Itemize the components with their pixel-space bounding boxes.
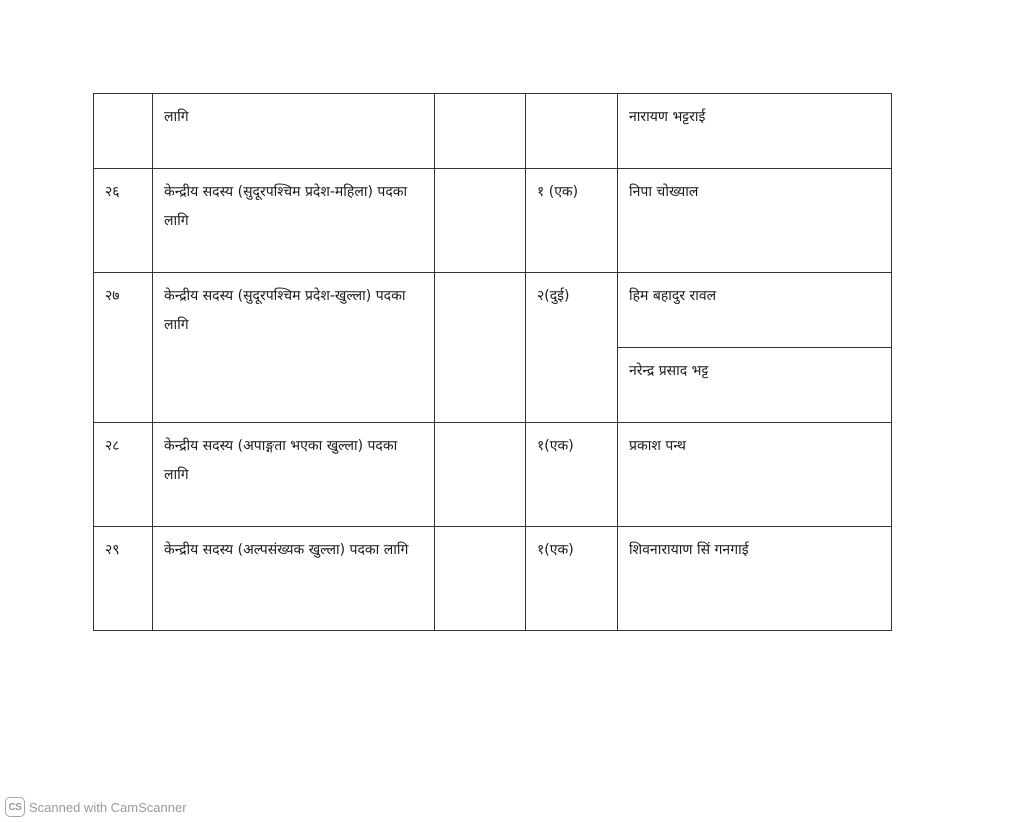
camscanner-logo-icon: CS [5, 797, 25, 817]
post-cell: केन्द्रीय सदस्य (सुदूरपश्चिम प्रदेश-खुल्ला) पदका लागि [153, 273, 435, 423]
seat-count-cell: २(दुई) [526, 273, 618, 423]
serial-number-cell: २६ [94, 169, 153, 273]
serial-number-cell: २८ [94, 423, 153, 527]
blank-cell [435, 527, 526, 631]
candidate-name-cell: नारायण भट्टराई [618, 94, 892, 169]
candidate-name-cell: शिवनारायाण सिं गनगाई [618, 527, 892, 631]
post-cell: केन्द्रीय सदस्य (सुदूरपश्चिम प्रदेश-महिला) पदका लागि [153, 169, 435, 273]
camscanner-watermark [5, 796, 187, 818]
post-cell: केन्द्रीय सदस्य (अपाङ्गता भएका खुल्ला) पदका लागि [153, 423, 435, 527]
blank-cell [435, 169, 526, 273]
seat-count-cell [526, 94, 618, 169]
serial-number-cell: २९ [94, 527, 153, 631]
table-row [94, 423, 892, 527]
serial-number-cell [94, 94, 153, 169]
watermark-text: Scanned with CamScanner [29, 799, 187, 815]
post-cell: लागि [153, 94, 435, 169]
blank-cell [435, 273, 526, 423]
seat-count-cell: १(एक) [526, 527, 618, 631]
candidate-name-cell: हिम बहादुर रावल [618, 273, 892, 348]
serial-number-cell: २७ [94, 273, 153, 423]
table-row [94, 94, 892, 169]
candidate-name-cell: निपा चोख्याल [618, 169, 892, 273]
candidate-table [93, 93, 892, 631]
candidate-name-cell: नरेन्द्र प्रसाद भट्ट [618, 348, 892, 423]
candidate-name-cell: प्रकाश पन्थ [618, 423, 892, 527]
blank-cell [435, 94, 526, 169]
post-cell: केन्द्रीय सदस्य (अल्पसंख्यक खुल्ला) पदका लागि [153, 527, 435, 631]
table-row [94, 169, 892, 273]
seat-count-cell: १ (एक) [526, 169, 618, 273]
blank-cell [435, 423, 526, 527]
table-row [94, 527, 892, 631]
seat-count-cell: १(एक) [526, 423, 618, 527]
table-row [94, 273, 892, 348]
